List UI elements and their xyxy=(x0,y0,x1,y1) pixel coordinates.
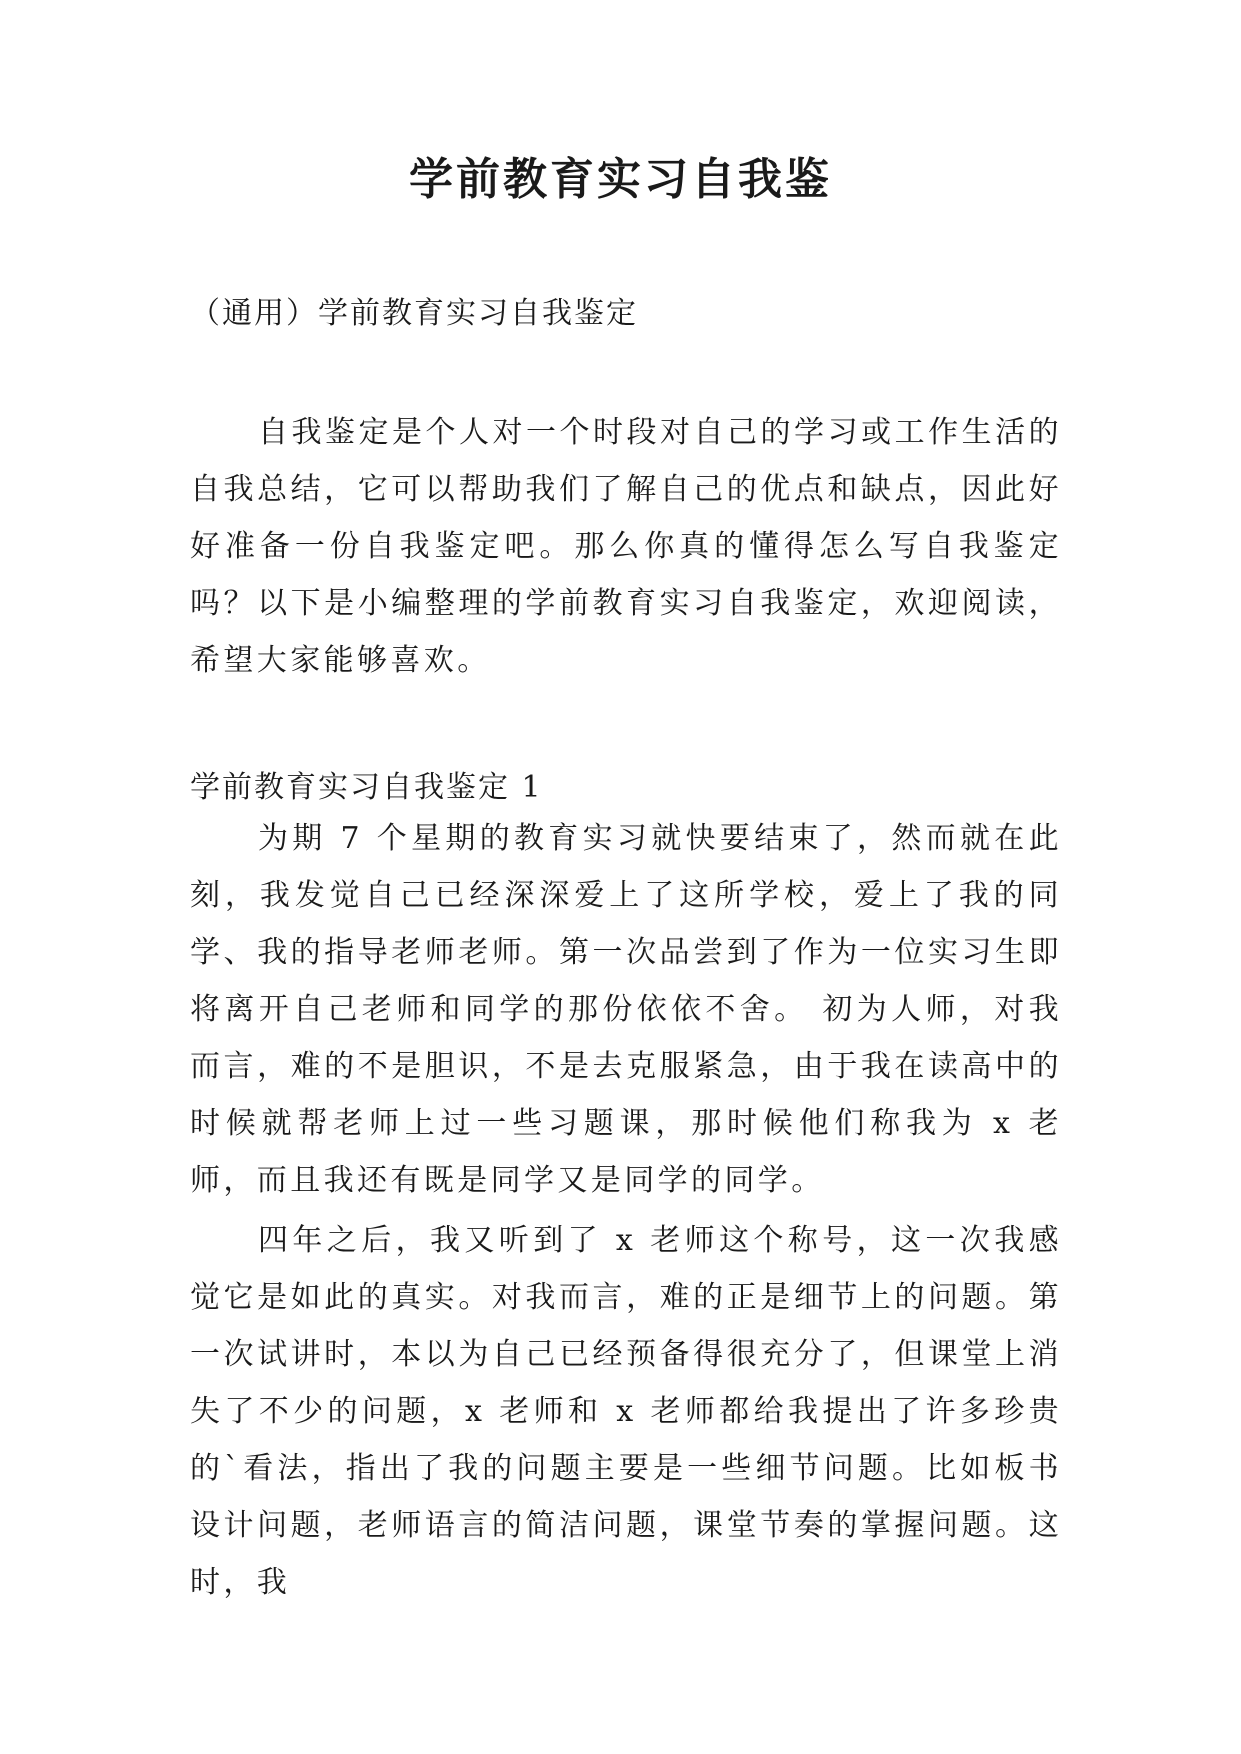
intro-paragraph: 自我鉴定是个人对一个时段对自己的学习或工作生活的自我总结，它可以帮助我们了解自己的优点和缺点，因此好好准备一份自我鉴定吧。那么你真的懂得怎么写自我鉴定吗？以下是小编整理的学前教育实习自我鉴定，欢迎阅读，希望大家能够喜欢。 xyxy=(190,415,1062,678)
body-paragraph: 为期 7 个星期的教育实习就快要结束了，然而就在此刻，我发觉自己已经深深爱上了这所学校，爱上了我的同学、我的指导老师老师。第一次品尝到了作为一位实习生即将离开自己老师和同学的那份依依不舍。 初为人师，对我而言，难的不是胆识，不是去克服紧急，由于我在读高中的时候就帮老师上过一些习题课，那时候他们称我为 x 老师，而且我还有既是同学又是同学的同学。 xyxy=(190,821,1062,1198)
body-paragraph: 四年之后，我又听到了 x 老师这个称号，这一次我感觉它是如此的真实。对我而言，难的正是细节上的问题。第一次试讲时，本以为自己已经预备得很充分了，但课堂上消失了不少的问题，x 老师和 x 老师都给我提出了许多珍贵的`看法，指出了我的问题主要是一些细节问题。比如板书设计问题，老师语言的简洁问题，课堂节奏的掌握问题。这时，我 xyxy=(190,1223,1062,1600)
document-subtitle: （通用）学前教育实习自我鉴定 xyxy=(190,296,638,331)
section-heading: 学前教育实习自我鉴定 1 xyxy=(190,770,543,805)
page-title: 学前教育实习自我鉴 xyxy=(409,154,832,205)
